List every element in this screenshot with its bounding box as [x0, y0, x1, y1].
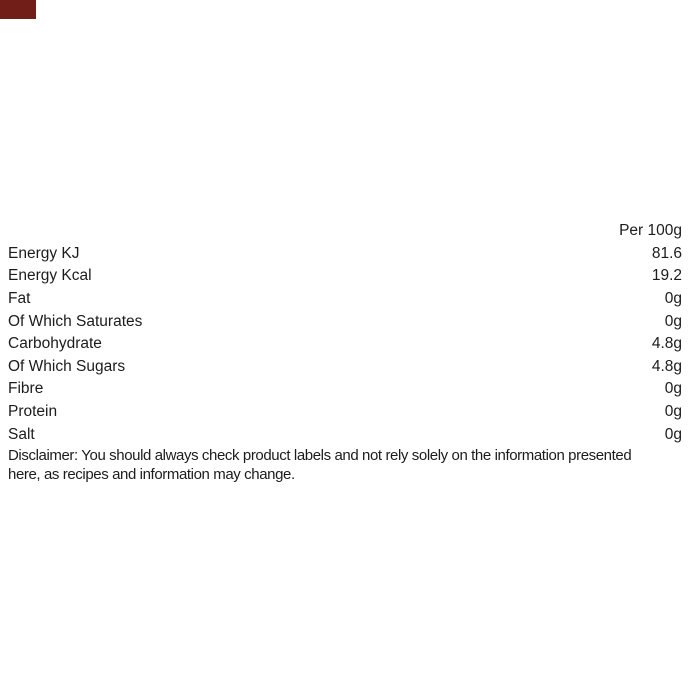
table-row	[8, 333, 692, 356]
table-row	[8, 288, 692, 311]
disclaimer-line-1: Disclaimer: You should always check product labels and not rely solely on the information presented	[8, 446, 632, 464]
nutrient-value: 0g	[664, 403, 682, 421]
nutrient-label: Carbohydrate	[8, 335, 102, 353]
nutrient-value: 0g	[664, 425, 682, 443]
clipped-brand-element	[0, 0, 36, 19]
nutrient-value: 19.2	[651, 267, 682, 285]
nutrient-label: Energy Kcal	[8, 267, 92, 285]
nutrient-label: Protein	[8, 403, 58, 421]
table-row	[8, 423, 692, 446]
nutrient-value: 0g	[664, 312, 682, 330]
per-100g-column-header: Per 100g	[619, 222, 682, 240]
nutrient-label: Of Which Saturates	[8, 312, 143, 330]
disclaimer-text	[8, 446, 692, 485]
nutrient-value: 0g	[664, 380, 682, 398]
table-row	[8, 401, 692, 424]
nutrient-label: Energy KJ	[8, 244, 80, 262]
nutrient-value: 0g	[664, 290, 682, 308]
table-row	[8, 378, 692, 401]
table-row	[8, 265, 692, 288]
nutrient-label: Salt	[8, 425, 35, 443]
disclaimer-line-2: here, as recipes and information may change.	[8, 466, 295, 484]
table-row	[8, 310, 692, 333]
nutrient-value: 4.8g	[651, 335, 682, 353]
nutrient-label: Fibre	[8, 380, 44, 398]
table-row	[8, 356, 692, 379]
table-header-row	[8, 220, 692, 243]
nutrient-value: 4.8g	[651, 357, 682, 375]
table-row	[8, 243, 692, 266]
nutrient-value: 81.6	[651, 244, 682, 262]
nutrition-panel	[8, 220, 692, 485]
nutrient-label: Fat	[8, 290, 31, 308]
nutrient-label: Of Which Sugars	[8, 357, 126, 375]
